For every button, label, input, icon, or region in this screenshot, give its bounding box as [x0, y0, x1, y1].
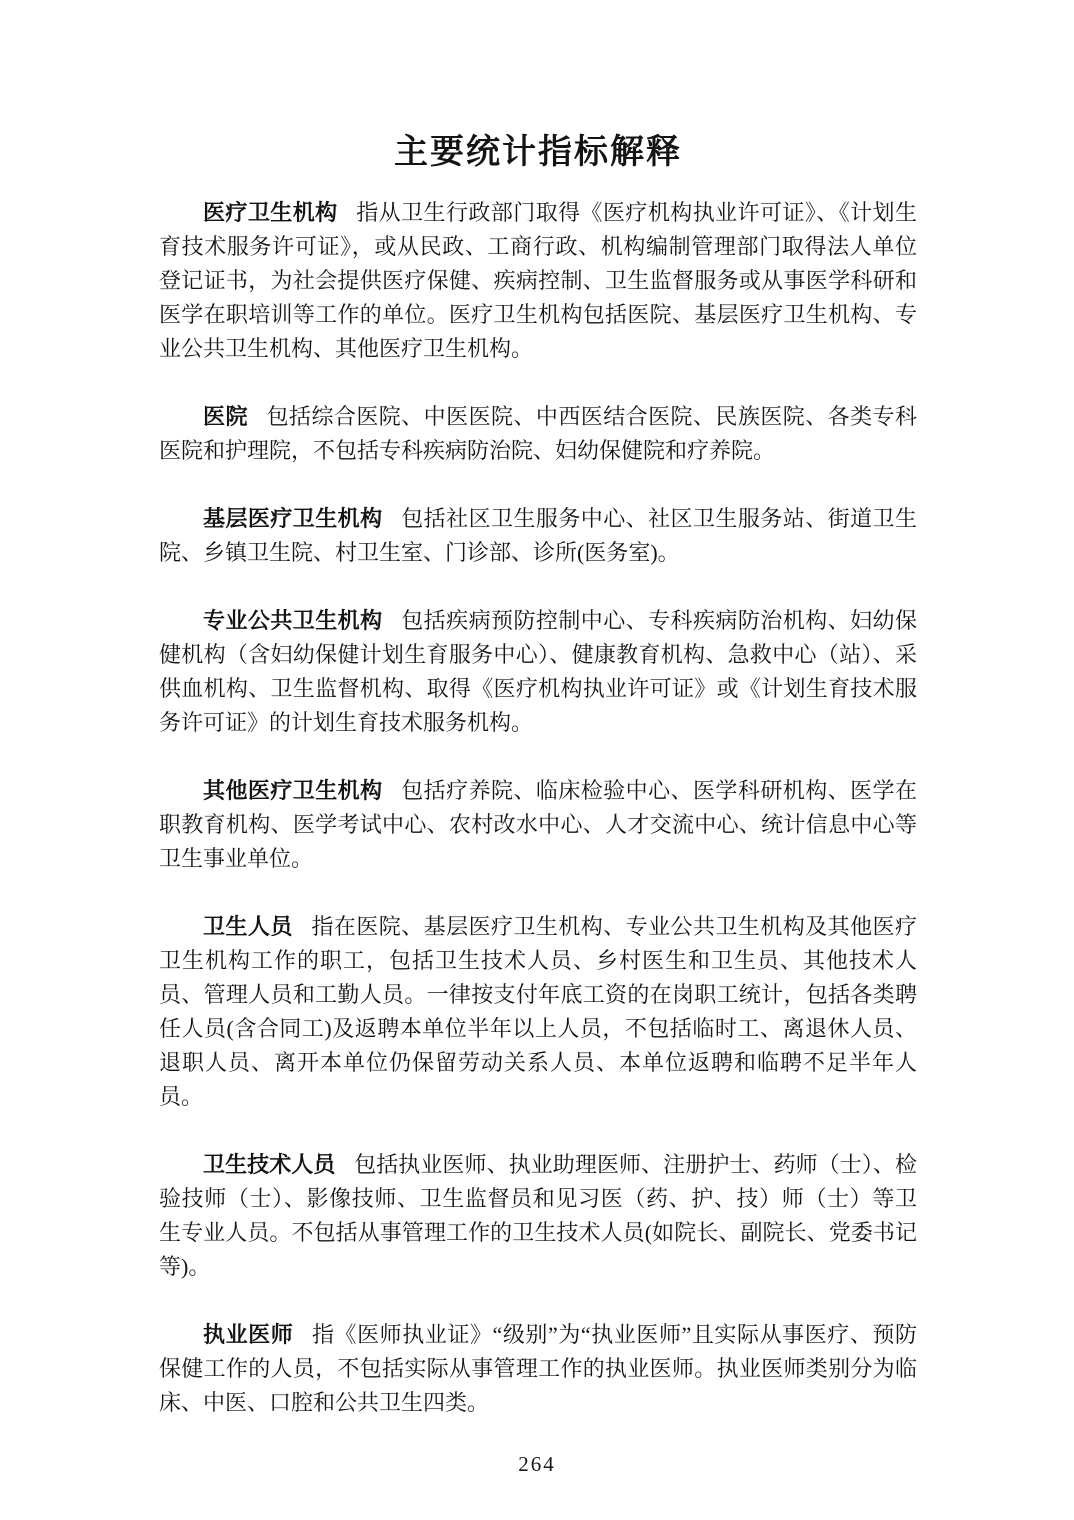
entry-medical-health-institutions: [159, 196, 917, 366]
term-label: 医疗卫生机构: [203, 200, 338, 225]
page-number: 264: [518, 1452, 556, 1476]
term-label: 专业公共卫生机构: [203, 608, 383, 633]
entry-health-personnel: [159, 910, 917, 1114]
term-definition: 包括社区卫生服务中心、社区卫生服务站、街道卫生院、乡镇卫生院、村卫生室、门诊部、诊所(医务室)。: [159, 506, 917, 565]
term-label: 其他医疗卫生机构: [203, 778, 383, 803]
entry-public-health-institutions: [159, 604, 917, 740]
entry-other-institutions: [159, 774, 917, 876]
page-title: 主要统计指标解释: [394, 134, 682, 171]
term-label: 基层医疗卫生机构: [203, 506, 383, 531]
term-label: 执业医师: [203, 1322, 294, 1347]
term-definition: 包括综合医院、中医医院、中西医结合医院、民族医院、各类专科医院和护理院，不包括专科疾病防治院、妇幼保健院和疗养院。: [159, 404, 917, 463]
term-definition: 包括疾病预防控制中心、专科疾病防治机构、妇幼保健机构（含妇幼保健计划生育服务中心）、健康教育机构、急救中心（站）、采供血机构、卫生监督机构、取得《医疗机构执业许可证》或《计划生育技术服务许可证》的计划生育技术服务机构。: [159, 608, 917, 735]
term-label: 卫生人员: [203, 914, 293, 939]
term-definition: 包括疗养院、临床检验中心、医学科研机构、医学在职教育机构、医学考试中心、农村改水中心、人才交流中心、统计信息中心等卫生事业单位。: [159, 778, 917, 871]
term-definition: 指从卫生行政部门取得《医疗机构执业许可证》、《计划生育技术服务许可证》，或从民政、工商行政、机构编制管理部门取得法人单位登记证书，为社会提供医疗保健、疾病控制、卫生监督服务或从事医学科研和医学在职培训等工作的单位。医疗卫生机构包括医院、基层医疗卫生机构、专业公共卫生机构、其他医疗卫生机构。: [159, 200, 917, 361]
term-label: 医院: [203, 404, 248, 429]
entry-health-technical-personnel: [159, 1148, 917, 1284]
term-definition: 包括执业医师、执业助理医师、注册护士、药师（士）、检验技师（士）、影像技师、卫生监督员和见习医（药、护、技）师（士）等卫生专业人员。不包括从事管理工作的卫生技术人员(如院长、副院长、党委书记等)。: [159, 1152, 917, 1279]
term-label: 卫生技术人员: [203, 1152, 336, 1177]
term-definition: 指在医院、基层医疗卫生机构、专业公共卫生机构及其他医疗卫生机构工作的职工，包括卫生技术人员、乡村医生和卫生员、其他技术人员、管理人员和工勤人员。一律按支付年底工资的在岗职工统计，包括各类聘任人员(含合同工)及返聘本单位半年以上人员，不包括临时工、离退休人员、退职人员、离开本单位仍保留劳动关系人员、本单位返聘和临聘不足半年人员。: [159, 914, 917, 1109]
term-definition: 指《医师执业证》“级别”为“执业医师”且实际从事医疗、预防保健工作的人员，不包括实际从事管理工作的执业医师。执业医师类别分为临床、中医、口腔和公共卫生四类。: [159, 1322, 917, 1415]
entry-grassroots-institutions: [159, 502, 917, 570]
entry-licensed-physicians: [159, 1318, 917, 1420]
page-footer: [0, 1452, 1074, 1477]
page-content: [159, 126, 917, 1420]
entry-hospitals: [159, 400, 917, 468]
